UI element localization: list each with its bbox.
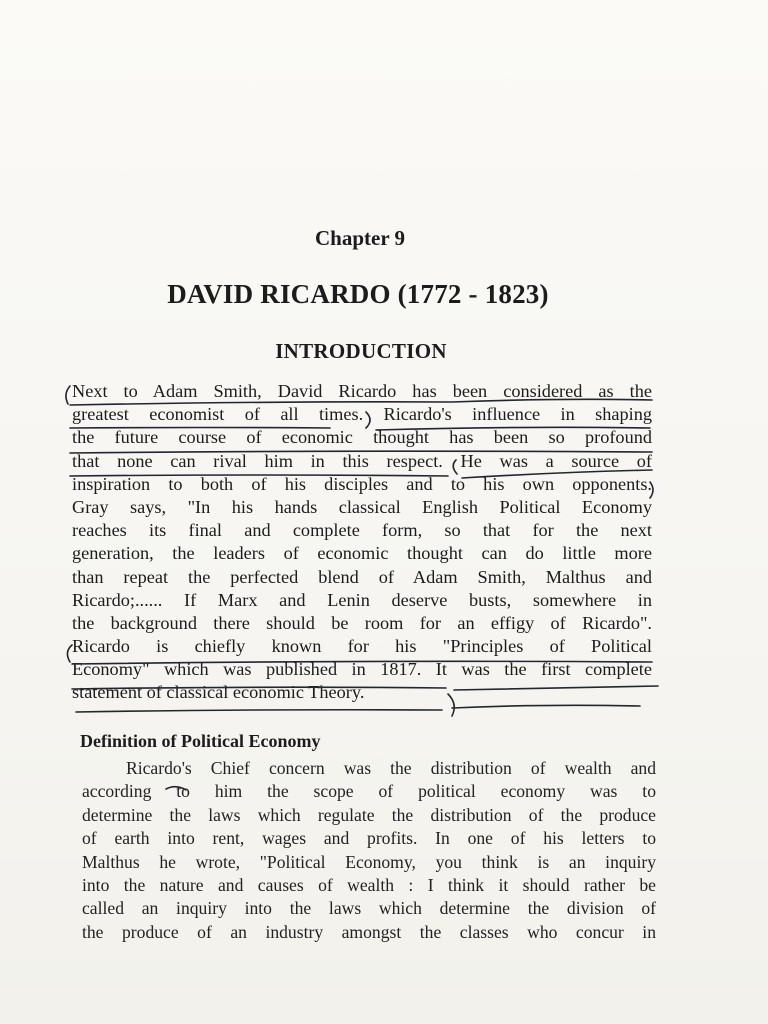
text-line: Next to Adam Smith, David Ricardo has been considered as the xyxy=(72,381,652,401)
text-line: Gray says, "In his hands classical English Political Economy xyxy=(72,496,652,517)
text-line: Malthus he wrote, "Political Economy, you think is an inquiry xyxy=(82,851,656,872)
subheading-definition: Definition of Political Economy xyxy=(80,731,321,751)
text-line: according to him the scope of political economy was to xyxy=(82,781,656,802)
text-line: greatest economist of all times. Ricardo's influence in shaping xyxy=(72,404,652,425)
text-line: reaches its final and complete form, so that for the next xyxy=(72,520,652,541)
introduction-paragraph xyxy=(72,380,652,705)
text-line: into the nature and causes of wealth : I think it should rather be xyxy=(82,874,656,895)
text-line: inspiration to both of his disciples and to his own opponents. xyxy=(72,473,652,494)
text-line: Ricardo;...... If Marx and Lenin deserve busts, somewhere in xyxy=(72,589,652,610)
text-line: called an inquiry into the laws which determine the division of xyxy=(82,898,656,919)
bracket-mark xyxy=(66,386,70,404)
text-line: the background there should be room for an effigy of Ricardo". xyxy=(72,612,652,633)
text-line: Ricardo is chiefly known for his "Principles of Political xyxy=(72,636,652,657)
text-line: statement of classical economic Theory. xyxy=(72,682,365,703)
chapter-number: Chapter 9 xyxy=(314,226,406,250)
text-line: the future course of economic thought has been so profound xyxy=(72,427,652,448)
chapter-title: DAVID RICARDO (1772 - 1823) xyxy=(167,279,549,309)
text-line: than repeat the perfected blend of Adam Smith, Malthus and xyxy=(72,566,652,587)
text-line: Economy" which was published in 1817. It was the first complete xyxy=(72,659,652,680)
text-line: determine the laws which regulate the distribution of the produce xyxy=(82,804,656,825)
text-line: Ricardo's Chief concern was the distribution of wealth and xyxy=(126,758,656,778)
text-line: that none can rival him in this respect. He was a source of xyxy=(72,450,652,471)
section-heading-introduction: INTRODUCTION xyxy=(275,339,447,363)
text-line: of earth into rent, wages and profits. In one of his letters to xyxy=(82,828,656,849)
definition-paragraph xyxy=(82,757,656,944)
text-line: the produce of an industry amongst the classes who concur in xyxy=(82,921,656,942)
underline-mark xyxy=(76,710,442,712)
stroke-mark xyxy=(452,705,640,708)
text-line: generation, the leaders of economic thought can do little more xyxy=(72,543,652,564)
